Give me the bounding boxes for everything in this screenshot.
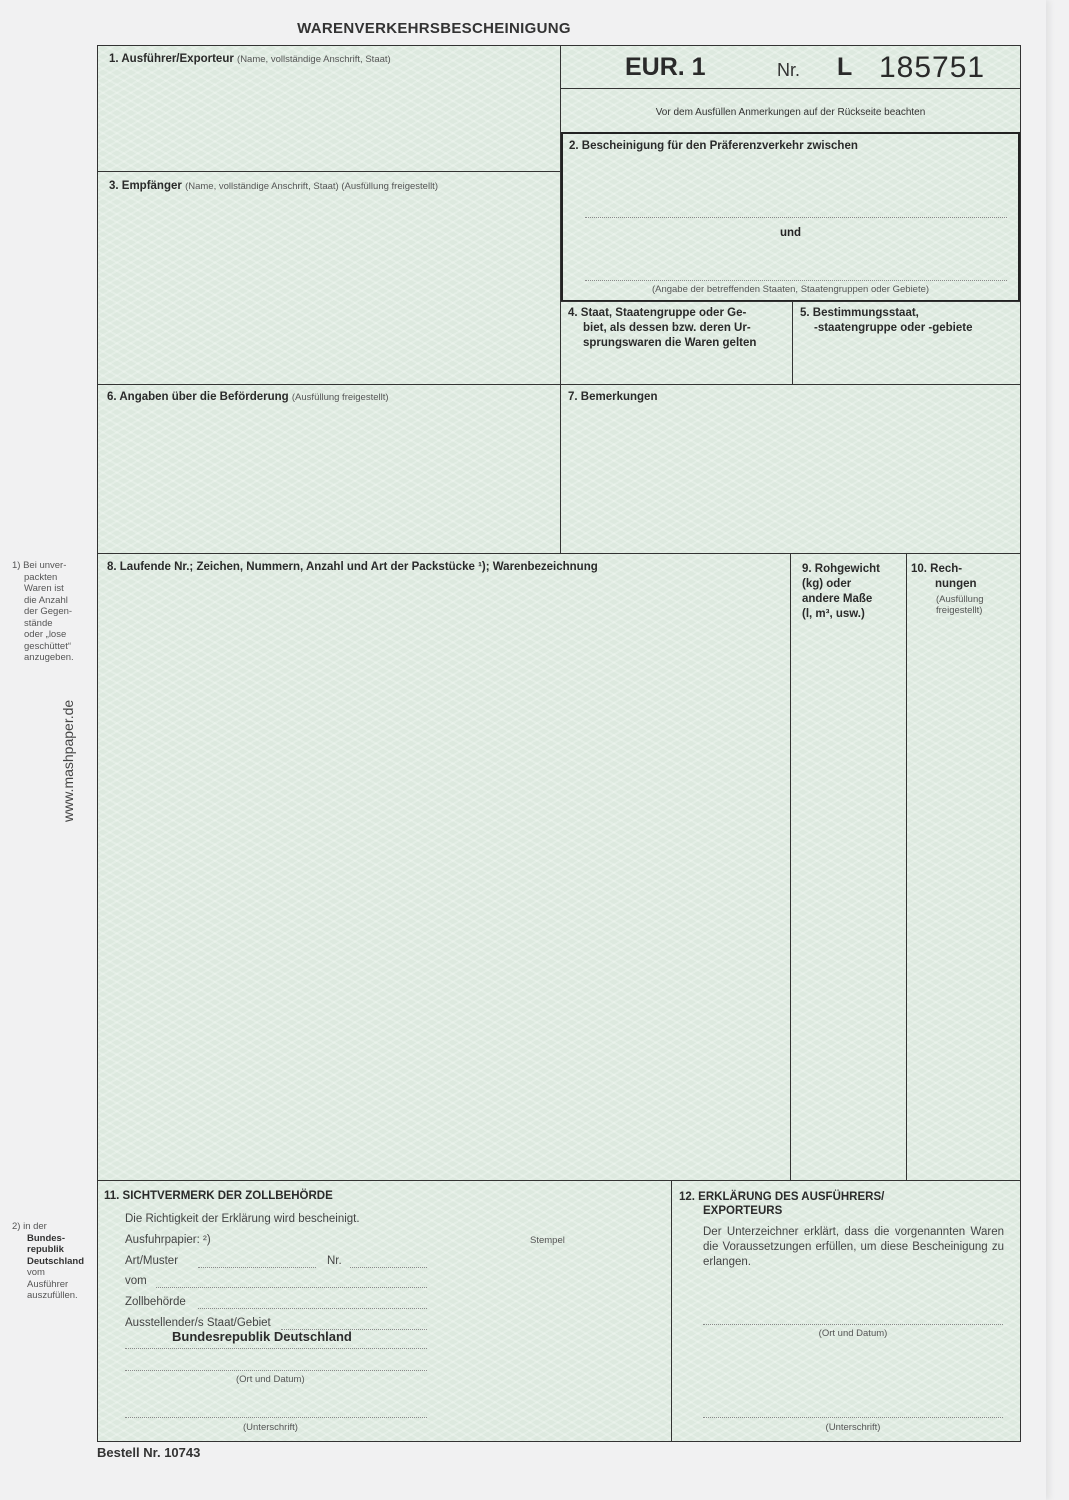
field-1-note: (Name, vollständige Anschrift, Staat): [237, 54, 391, 65]
field-11-customs[interactable]: [97, 1180, 672, 1442]
field-9-line-3: andere Maße: [802, 593, 873, 605]
field-3-label: 3. Empfänger: [109, 180, 182, 192]
field-10-line-1: 10. Rech-: [911, 563, 963, 575]
country-a-line[interactable]: [585, 217, 1007, 218]
field-4-line-3: sprungswaren die Waren gelten: [583, 337, 757, 349]
field-2-preference[interactable]: [561, 132, 1020, 302]
website-link: www.mashpaper.de: [60, 699, 76, 822]
instruction-box: [560, 88, 1021, 133]
exporter-place-date-caption: (Ort und Datum): [818, 1328, 888, 1339]
field-2-caption: (Angabe der betreffenden Staaten, Staatengruppen oder Gebiete): [651, 284, 930, 295]
field-2-label: 2. Bescheinigung für den Präferenzverkehr zwischen: [569, 140, 858, 152]
field-8-goods[interactable]: [97, 553, 791, 1181]
signature-caption: (Unterschrift): [243, 1422, 298, 1433]
field-11-statement: Die Richtigkeit der Erklärung wird bescheinigt.: [125, 1213, 360, 1225]
field-12-line-1: 12. ERKLÄRUNG DES AUSFÜHRERS/: [679, 1191, 885, 1203]
office-label: Zollbehörde: [125, 1296, 186, 1308]
type-input[interactable]: [198, 1267, 316, 1268]
order-number: Bestell Nr. 10743: [97, 1445, 201, 1460]
office-input[interactable]: [198, 1308, 427, 1309]
date-input[interactable]: [156, 1287, 427, 1288]
exporter-signature-caption: (Unterschrift): [825, 1422, 881, 1433]
field-12-line-2: EXPORTEURS: [703, 1205, 783, 1217]
field-9-weight[interactable]: [790, 553, 907, 1181]
place-date-input[interactable]: [125, 1370, 427, 1371]
field-5-line-2: -staatengruppe oder -gebiete: [814, 322, 973, 334]
field-11-label: 11. SICHTVERMERK DER ZOLLBEHÖRDE: [104, 1190, 333, 1202]
field-9-line-1: 9. Rohgewicht: [802, 563, 880, 575]
field-9-line-2: (kg) oder: [802, 578, 852, 590]
and-word: und: [779, 227, 802, 239]
signature-input[interactable]: [125, 1417, 427, 1418]
field-1-exporter[interactable]: [97, 45, 561, 172]
country-b-line[interactable]: [585, 280, 1007, 281]
eur1-header: [560, 45, 1021, 89]
state-label: Ausstellender/s Staat/Gebiet: [125, 1317, 271, 1329]
field-4-line-2: biet, als dessen bzw. deren Ur-: [583, 322, 751, 334]
field-6-label: 6. Angaben über die Beförderung: [107, 391, 289, 403]
exporter-signature-input[interactable]: [703, 1417, 1003, 1418]
field-7-remarks[interactable]: [560, 384, 1021, 554]
nr-label: Nr.: [777, 60, 801, 80]
field-10-line-2: nungen: [935, 578, 977, 590]
field-12-statement: Der Unterzeichner erklärt, dass die vorgenannten Waren die Voraussetzungen erfüllen, um diese Bescheinigung zu erlangen.: [703, 1226, 1004, 1268]
field-6-note: (Ausfüllung freigestellt): [291, 392, 389, 403]
exporter-place-date-input[interactable]: [703, 1324, 1003, 1325]
field-7-label: 7. Bemerkungen: [568, 391, 658, 403]
stamp-label: Stempel: [530, 1235, 565, 1246]
field-4-line-1: 4. Staat, Staatengruppe oder Ge-: [568, 307, 747, 319]
nr-field-label: Nr.: [327, 1255, 342, 1267]
state-value-line: [125, 1348, 427, 1349]
field-10-note-1: (Ausfüllung: [936, 594, 984, 605]
date-label: vom: [125, 1275, 147, 1287]
field-4-origin[interactable]: [560, 301, 793, 385]
footnote-2: 2) in der Bundes- republik Deutschland vom Ausführer auszufüllen.: [12, 1221, 85, 1301]
instruction-text: Vor dem Ausfüllen Anmerkungen auf der Rückseite beachten: [655, 107, 926, 118]
field-10-note-2: freigestellt): [936, 605, 983, 616]
serial-number: 185751: [879, 51, 986, 84]
series-letter: L: [837, 53, 853, 81]
field-12-declaration[interactable]: [671, 1180, 1021, 1442]
field-10-invoices[interactable]: [906, 553, 1021, 1181]
nr-input[interactable]: [350, 1267, 427, 1268]
field-1-label: 1. Ausführer/Exporteur: [109, 53, 234, 65]
state-value[interactable]: Bundesrepublik Deutschland: [172, 1329, 352, 1344]
field-9-line-4: (l, m³, usw.): [802, 608, 865, 620]
field-5-destination[interactable]: [792, 301, 1021, 385]
type-label: Art/Muster: [125, 1255, 179, 1267]
footnote-1: 1) Bei unver- packten Waren ist die Anzahl der Gegen- stände oder „lose geschüttet“ anzugeben.: [12, 560, 74, 663]
field-6-transport[interactable]: [97, 384, 561, 554]
field-5-line-1: 5. Bestimmungsstaat,: [800, 307, 919, 319]
field-3-note: (Name, vollständige Anschrift, Staat) (Ausfüllung freigestellt): [185, 181, 438, 192]
form-name: EUR. 1: [625, 53, 706, 81]
export-doc-label: Ausfuhrpapier: ²): [125, 1234, 211, 1246]
field-8-label: 8. Laufende Nr.; Zeichen, Nummern, Anzahl und Art der Packstücke ¹); Warenbezeichnung: [107, 561, 598, 573]
field-3-consignee[interactable]: [97, 171, 561, 385]
place-date-caption: (Ort und Datum): [236, 1374, 305, 1385]
page-title: WARENVERKEHRSBESCHEINIGUNG: [297, 20, 571, 37]
